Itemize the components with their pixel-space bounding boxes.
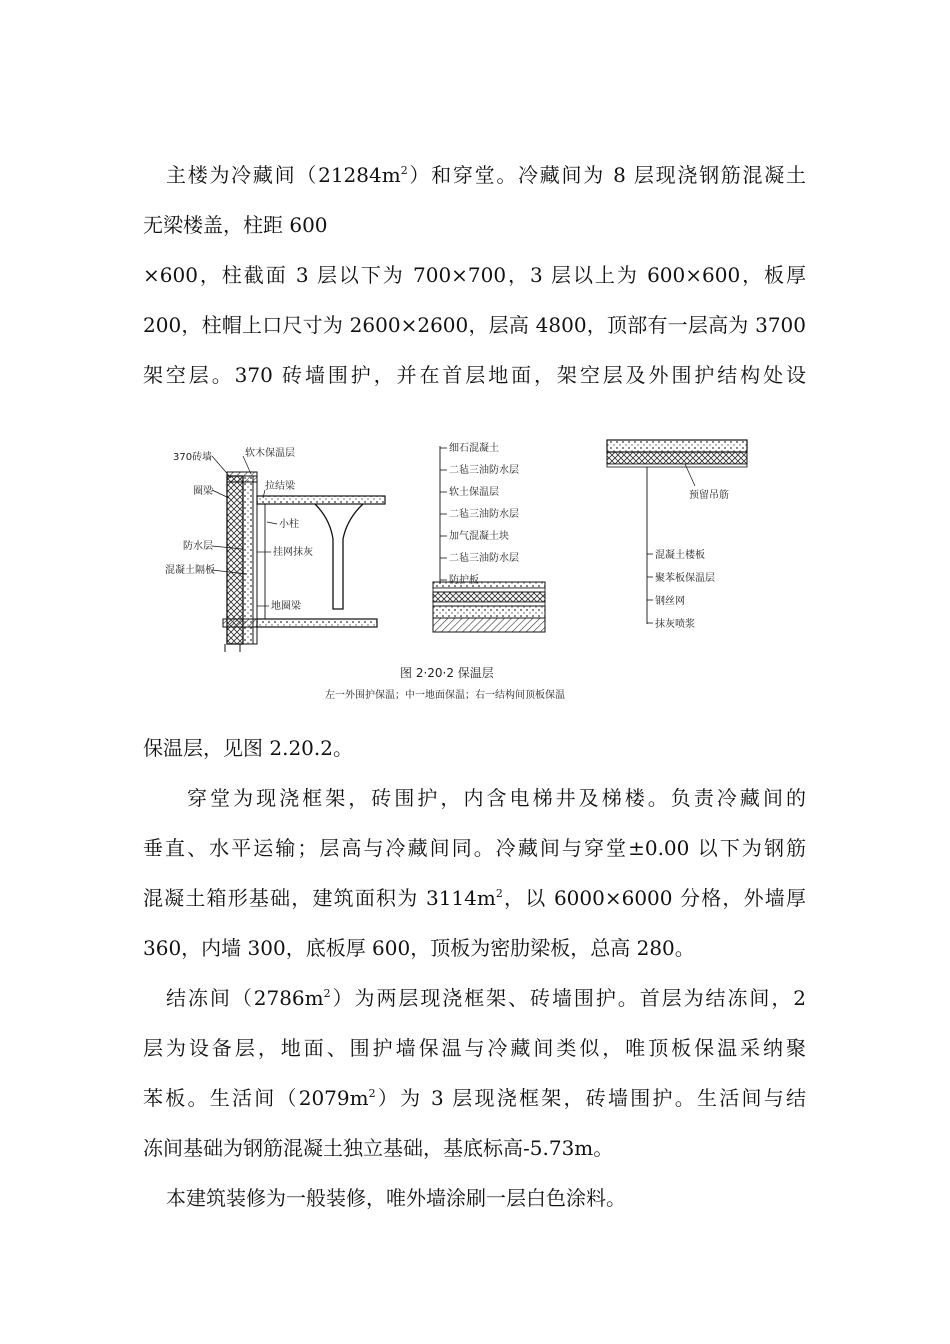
paragraph-line: 架空层。370 砖墙围护，并在首层地面，架空层及外围护结构处设	[143, 363, 806, 387]
middle-detail	[433, 441, 545, 632]
label-ground-beam: 地圈梁	[271, 601, 301, 612]
paragraph-line: 本建筑装修为一般装修，唯外墙涂刷一层白色涂料。	[166, 1186, 626, 1210]
paragraph-line: 混凝土箱形基础，建筑面积为 $3114m^2$，以 6000×6000 分格，外墙厚	[143, 886, 806, 910]
paragraph-line: 垂直、水平运输；层高与冷藏间同。冷藏间与穿堂±0.00 以下为钢筋	[143, 836, 806, 860]
label-concrete-slab: 混凝土楼板	[655, 550, 705, 561]
label-soil-insulation: 软土保温层	[449, 487, 499, 498]
label-wire-mesh: 钢丝网	[655, 596, 685, 607]
label-reserved-hanger: 预留吊筋	[689, 490, 729, 501]
paragraph-line: 苯板。生活间$(2079m^2)$为 3 层现浇框架，砖墙围护。生活间与结	[143, 1086, 806, 1110]
label-tie-beam: 拉结梁	[265, 481, 295, 492]
label-waterproof-3: 二毡三油防水层	[449, 553, 519, 564]
paragraph-line: 主楼为冷藏间$(21284m^2)$和穿堂。冷藏间为 8 层现浇钢筋混凝土	[166, 163, 806, 187]
paragraph-line: 穿堂为现浇框架，砖围护，内含电梯井及梯楼。负责冷藏间的	[187, 786, 806, 810]
figure-caption: 图 2·20·2 保温层	[400, 666, 494, 680]
paragraph-line: 无梁楼盖，柱距 600	[143, 213, 328, 237]
label-waterproof: 防水层	[183, 541, 213, 552]
right-detail	[607, 440, 747, 630]
label-fine-concrete: 细石混凝土	[449, 443, 499, 454]
paragraph-line: ×600，柱截面 3 层以下为 700×700，3 层以上为 600×600，板厚	[143, 263, 806, 287]
paragraph-line: 冻间基础为钢筋混凝土独立基础，基底标高-5.73m。	[143, 1136, 614, 1160]
paragraph-line: 200，柱帽上口尺寸为 2600×2600，层高 4800，顶部有一层高为 3700	[143, 313, 806, 337]
insulation-figure	[165, 434, 785, 714]
paragraph-line: 层为设备层，地面、围护墙保温与冷藏间类似，唯顶板保温采纳聚	[143, 1036, 806, 1060]
insulation-diagram	[165, 434, 785, 714]
paragraph-line: 结冻间$(2786m^2)$为两层现浇框架、砖墙围护。首层为结冻间，2	[166, 986, 806, 1010]
label-small-column: 小柱	[279, 519, 299, 530]
label-protective-board: 防护板	[449, 575, 479, 586]
label-plaster-spray: 抹灰喷浆	[655, 619, 695, 630]
paragraph-line: 360，内墙 300，底板厚 600，顶板为密肋梁板，总高 280。	[143, 936, 695, 960]
paragraph-line: 保温层，见图 2.20.2。	[143, 736, 353, 760]
label-mesh-plaster: 挂网抹灰	[273, 547, 313, 558]
label-waterproof-2: 二毡三油防水层	[449, 509, 519, 520]
label-concrete-partition: 混凝土隔板	[165, 565, 215, 576]
left-detail	[165, 446, 385, 652]
figure-subcaption: 左一外围护保温；中一地面保温；右一结构间顶板保温	[325, 690, 565, 701]
label-ring-beam: 圈梁	[193, 486, 213, 497]
label-brick-wall: 370砖墙	[173, 452, 213, 463]
label-eps-insulation: 聚苯板保温层	[655, 573, 715, 584]
label-aerated-block: 加气混凝土块	[449, 531, 509, 542]
label-cork: 软木保温层	[245, 448, 295, 459]
label-waterproof-1: 二毡三油防水层	[449, 465, 519, 476]
